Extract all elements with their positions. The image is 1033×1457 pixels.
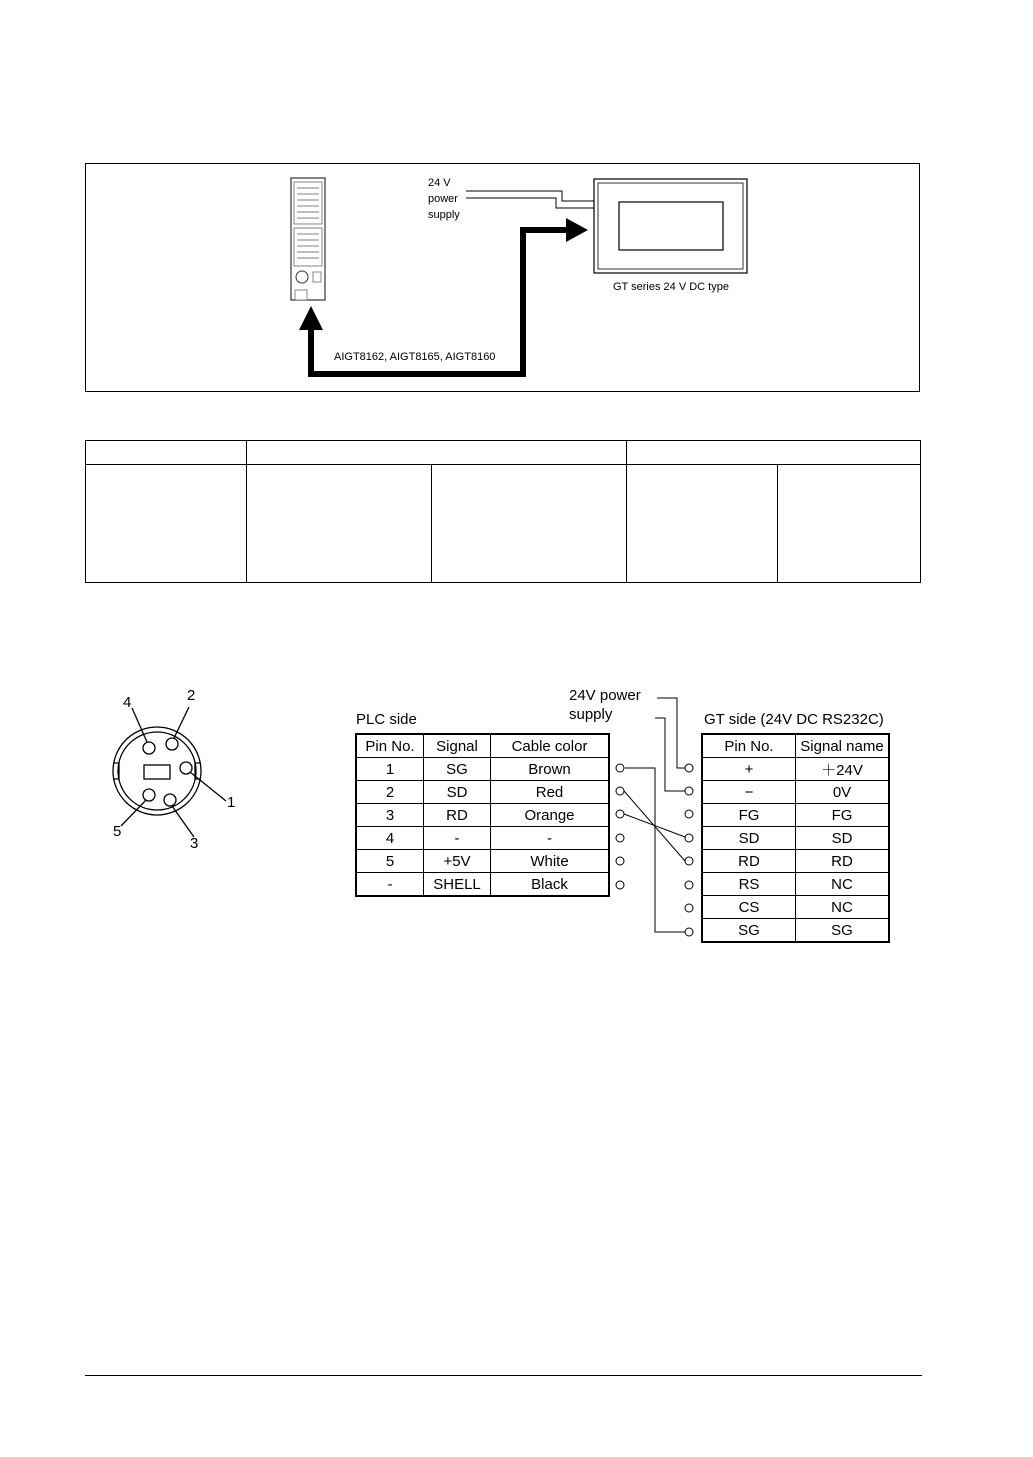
footer-rule xyxy=(85,1375,922,1376)
table-row xyxy=(702,781,889,804)
gt-signal: SG xyxy=(796,919,890,943)
gt-header-pin: Pin No. xyxy=(702,734,796,758)
wiring-power-label-line2: supply xyxy=(569,706,613,723)
table-row xyxy=(356,781,609,804)
plc-color: Orange xyxy=(491,804,610,827)
pin-label-4: 4 xyxy=(123,694,132,711)
spec-cell xyxy=(247,465,432,583)
power-label-line2: power xyxy=(428,193,458,205)
table-row xyxy=(356,827,609,850)
spec-header-cell xyxy=(247,441,627,465)
plc-pin: 4 xyxy=(356,827,424,850)
gt-pin: RD xyxy=(702,850,796,873)
table-row xyxy=(702,850,889,873)
plc-color: Red xyxy=(491,781,610,804)
spec-table xyxy=(85,440,921,583)
gt-signal: ＋24V xyxy=(796,758,890,781)
spec-cell xyxy=(432,465,627,583)
gt-pin: FG xyxy=(702,804,796,827)
table-row xyxy=(356,873,609,897)
gt-caption: GT series 24 V DC type xyxy=(613,281,729,293)
gt-signal: RD xyxy=(796,850,890,873)
power-label-line1: 24 V xyxy=(428,177,451,189)
table-row xyxy=(702,919,889,943)
table-row xyxy=(702,758,889,781)
plc-header-color: Cable color xyxy=(491,734,610,758)
gt-pin: RS xyxy=(702,873,796,896)
gt-pin: + xyxy=(702,758,796,781)
plc-header-signal: Signal xyxy=(424,734,491,758)
plc-signal: SG xyxy=(424,758,491,781)
gt-panel-illustration xyxy=(594,179,747,273)
plc-color: Brown xyxy=(491,758,610,781)
connector-pin-diagram xyxy=(113,707,226,837)
table-row xyxy=(356,804,609,827)
gt-signal: 0V xyxy=(796,781,890,804)
pin-label-2: 2 xyxy=(187,687,196,704)
gt-pin-table xyxy=(701,733,890,943)
table-row xyxy=(702,896,889,919)
plc-pin: 3 xyxy=(356,804,424,827)
plc-header-pin: Pin No. xyxy=(356,734,424,758)
gt-signal: NC xyxy=(796,896,890,919)
plc-signal: - xyxy=(424,827,491,850)
plc-signal: +5V xyxy=(424,850,491,873)
gt-pin: SD xyxy=(702,827,796,850)
gt-pin: − xyxy=(702,781,796,804)
plc-pin: 1 xyxy=(356,758,424,781)
gt-signal: NC xyxy=(796,873,890,896)
gt-header-signal: Signal name xyxy=(796,734,890,758)
table-row xyxy=(702,804,889,827)
plc-signal: RD xyxy=(424,804,491,827)
plc-pin: 5 xyxy=(356,850,424,873)
gt-pin: SG xyxy=(702,919,796,943)
plc-pin-table xyxy=(355,733,610,897)
table-row xyxy=(356,758,609,781)
spec-cell xyxy=(86,465,247,583)
table-row xyxy=(356,850,609,873)
gt-pin: CS xyxy=(702,896,796,919)
plc-signal: SHELL xyxy=(424,873,491,897)
plc-device-illustration xyxy=(291,178,325,300)
table-row xyxy=(702,827,889,850)
power-label-line3: supply xyxy=(428,209,460,221)
pin-label-3: 3 xyxy=(190,835,199,852)
plc-color: Black xyxy=(491,873,610,897)
wiring-lines xyxy=(624,698,685,932)
wiring-power-label-line1: 24V power xyxy=(569,687,641,704)
pin-label-5: 5 xyxy=(113,823,122,840)
cable-label: AIGT8162, AIGT8165, AIGT8160 xyxy=(334,351,496,363)
plc-pin: 2 xyxy=(356,781,424,804)
table-row xyxy=(702,873,889,896)
power-supply-wires xyxy=(466,191,594,208)
spec-cell xyxy=(778,465,921,583)
spec-cell xyxy=(627,465,778,583)
plc-color: White xyxy=(491,850,610,873)
plc-side-title: PLC side xyxy=(356,711,417,728)
gt-signal: SD xyxy=(796,827,890,850)
plc-color: - xyxy=(491,827,610,850)
gt-side-title: GT side (24V DC RS232C) xyxy=(704,711,884,728)
gt-signal: FG xyxy=(796,804,890,827)
plc-signal: SD xyxy=(424,781,491,804)
pin-label-1: 1 xyxy=(227,794,236,811)
spec-header-cell xyxy=(86,441,247,465)
plc-pin: - xyxy=(356,873,424,897)
spec-header-cell xyxy=(627,441,921,465)
